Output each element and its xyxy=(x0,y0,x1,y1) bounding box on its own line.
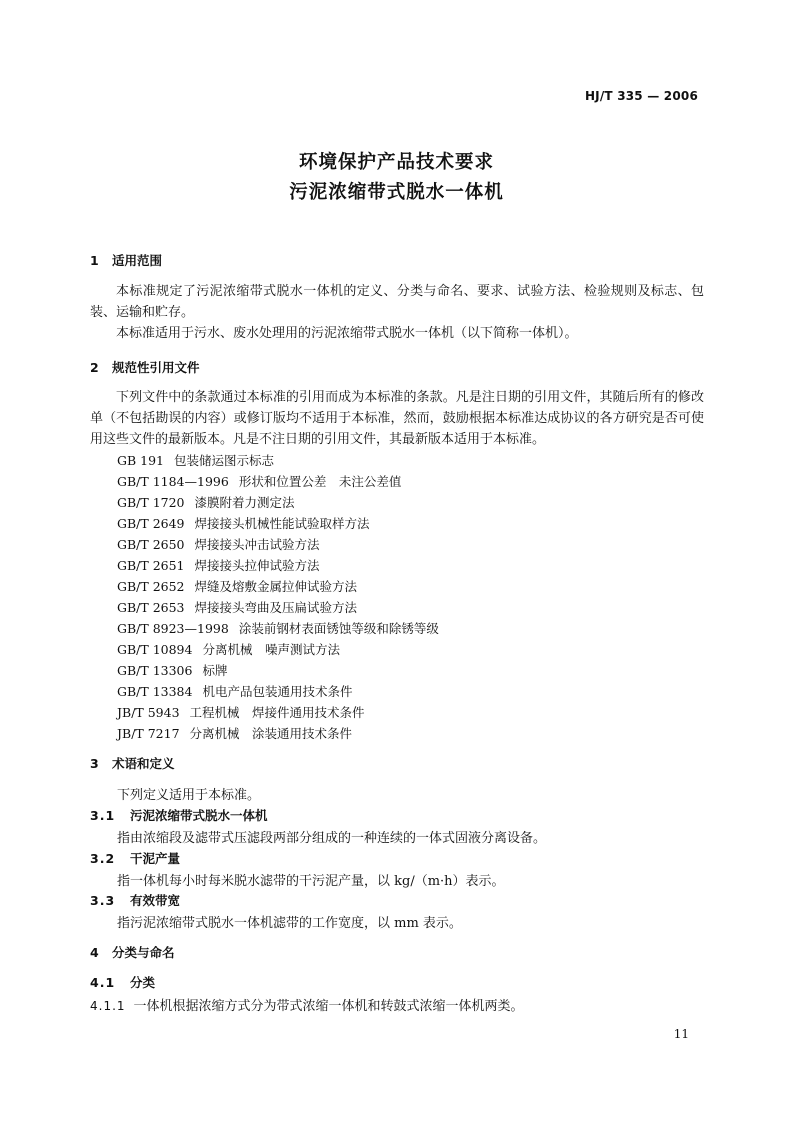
section-title: 术语和定义 xyxy=(112,756,175,771)
reference-title: 标牌 xyxy=(202,663,228,678)
reference-code: GB/T 10894 xyxy=(117,642,193,657)
reference-title: 焊接接头拉伸试验方法 xyxy=(194,558,320,573)
terms-intro: 下列定义适用于本标准。 xyxy=(117,788,261,803)
scope-paragraph-1: 本标准规定了污泥浓缩带式脱水一体机的定义、分类与命名、要求、试验方法、检验规则及标志、包装、运输和贮存。 xyxy=(90,284,704,320)
term-title: 有效带宽 xyxy=(130,893,181,908)
section-number: 2 xyxy=(90,360,99,375)
document-title-line1: 环境保护产品技术要求 xyxy=(298,152,494,173)
clause-number: 4.1.1 xyxy=(90,999,126,1013)
page-number: 11 xyxy=(673,1027,689,1041)
reference-item xyxy=(117,556,320,574)
term-definition: 指一体机每小时每米脱水滤带的干污泥产量，以 kg/（m·h）表示。 xyxy=(117,874,505,889)
document-title-line2: 污泥浓缩带式脱水一体机 xyxy=(289,182,504,203)
reference-code: JB/T 7217 xyxy=(117,726,180,741)
reference-item xyxy=(117,724,352,742)
reference-title: 工程机械 焊接件通用技术条件 xyxy=(189,705,365,720)
reference-title: 焊缝及熔敷金属拉伸试验方法 xyxy=(194,579,358,594)
reference-title: 焊接接头弯曲及压扁试验方法 xyxy=(194,600,358,615)
section-number: 3 xyxy=(90,756,99,771)
reference-title: 焊接接头冲击试验方法 xyxy=(194,537,320,552)
section-heading-2 xyxy=(90,358,200,376)
section-heading-3 xyxy=(90,754,175,772)
term-heading xyxy=(90,891,180,909)
reference-item xyxy=(117,619,439,637)
reference-code: GB/T 1720 xyxy=(117,495,185,510)
reference-code: GB/T 13384 xyxy=(117,684,193,699)
reference-title: 包装储运图示标志 xyxy=(174,453,275,468)
reference-title: 机电产品包装通用技术条件 xyxy=(202,684,353,699)
clause xyxy=(90,995,524,1014)
subsection-heading xyxy=(90,973,155,991)
section-number: 1 xyxy=(90,253,99,268)
section-title: 规范性引用文件 xyxy=(112,360,200,375)
term-definition: 指由浓缩段及滤带式压滤段两部分组成的一种连续的一体式固液分离设备。 xyxy=(117,831,547,846)
term-number: 3.1 xyxy=(90,808,116,823)
reference-item xyxy=(117,661,227,679)
reference-item xyxy=(117,640,340,658)
reference-item xyxy=(117,514,370,532)
subsection-title: 分类 xyxy=(130,975,156,990)
reference-item xyxy=(117,703,365,721)
reference-code: GB/T 2650 xyxy=(117,537,185,552)
section-title: 分类与命名 xyxy=(112,945,175,960)
term-title: 干泥产量 xyxy=(130,851,181,866)
reference-code: GB/T 1184—1996 xyxy=(117,474,229,489)
reference-code: GB/T 13306 xyxy=(117,663,193,678)
reference-code: GB/T 2651 xyxy=(117,558,185,573)
reference-code: JB/T 5943 xyxy=(117,705,180,720)
reference-title: 漆膜附着力测定法 xyxy=(194,495,295,510)
reference-code: GB/T 2652 xyxy=(117,579,185,594)
reference-item xyxy=(117,598,357,616)
section-heading-4 xyxy=(90,943,175,961)
normative-references-paragraph: 下列文件中的条款通过本标准的引用而成为本标准的条款。凡是注日期的引用文件，其随后所有的修改单（不包括勘误的内容）或修订版均不适用于本标准，然而，鼓励根据本标准达成协议的各方研究是否可使用这些文件的最新版本。凡是不注日期的引用文件，其最新版本适用于本标准。 xyxy=(90,390,704,447)
section-number: 4 xyxy=(90,945,99,960)
reference-title: 焊接接头机械性能试验取样方法 xyxy=(194,516,370,531)
standard-code: HJ/T 335 — 2006 xyxy=(584,89,698,103)
reference-item xyxy=(117,682,352,700)
reference-code: GB 191 xyxy=(117,453,165,468)
reference-item xyxy=(117,451,274,469)
subsection-number: 4.1 xyxy=(90,975,116,990)
reference-title: 分离机械 噪声测试方法 xyxy=(202,642,340,657)
reference-title: 分离机械 涂装通用技术条件 xyxy=(189,726,353,741)
reference-item xyxy=(117,577,357,595)
reference-code: GB/T 8923—1998 xyxy=(117,621,229,636)
reference-title: 涂装前钢材表面锈蚀等级和除锈等级 xyxy=(238,621,439,636)
reference-item xyxy=(117,472,401,490)
scope-paragraph-2: 本标准适用于污水、废水处理用的污泥浓缩带式脱水一体机（以下简称一体机）。 xyxy=(116,326,578,341)
term-number: 3.2 xyxy=(90,851,116,866)
reference-item xyxy=(117,493,295,511)
section-title: 适用范围 xyxy=(112,253,163,268)
reference-item xyxy=(117,535,320,553)
reference-code: GB/T 2653 xyxy=(117,600,185,615)
clause-text: 一体机根据浓缩方式分为带式浓缩一体机和转鼓式浓缩一体机两类。 xyxy=(133,999,524,1014)
term-definition: 指污泥浓缩带式脱水一体机滤带的工作宽度，以 mm 表示。 xyxy=(117,916,462,931)
term-number: 3.3 xyxy=(90,893,116,908)
reference-title: 形状和位置公差 未注公差值 xyxy=(238,474,402,489)
section-heading-1 xyxy=(90,251,162,269)
term-title: 污泥浓缩带式脱水一体机 xyxy=(130,808,268,823)
term-heading xyxy=(90,849,180,867)
reference-code: GB/T 2649 xyxy=(117,516,185,531)
term-heading xyxy=(90,806,268,824)
